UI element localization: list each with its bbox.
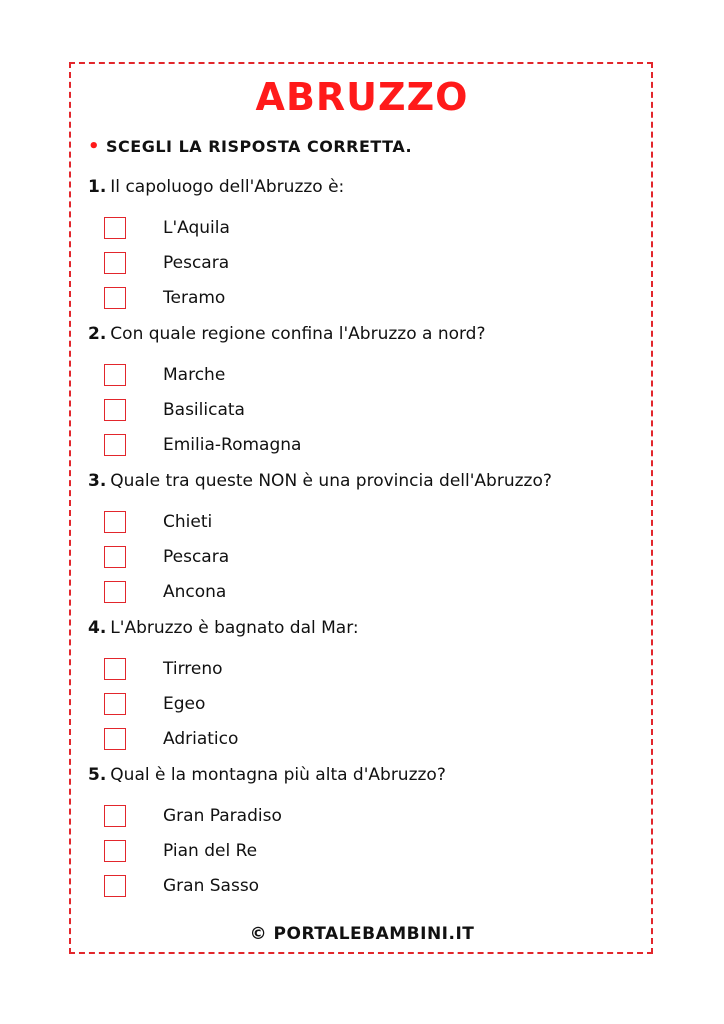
question-number: 3. xyxy=(88,471,107,491)
option-row xyxy=(88,542,648,577)
answer-checkbox[interactable] xyxy=(104,693,126,715)
answer-checkbox[interactable] xyxy=(104,511,126,533)
question-text xyxy=(88,616,648,640)
answer-checkbox[interactable] xyxy=(104,581,126,603)
answer-checkbox[interactable] xyxy=(104,252,126,274)
option-row xyxy=(88,654,648,689)
option-row xyxy=(88,507,648,542)
question-5 xyxy=(88,763,648,906)
question-label: L'Abruzzo è bagnato dal Mar: xyxy=(110,618,359,638)
answer-checkbox[interactable] xyxy=(104,875,126,897)
question-text xyxy=(88,763,648,787)
option-label: Gran Paradiso xyxy=(163,806,282,826)
option-list xyxy=(88,213,648,318)
question-4 xyxy=(88,616,648,759)
option-row xyxy=(88,283,648,318)
question-text xyxy=(88,469,648,493)
answer-checkbox[interactable] xyxy=(104,840,126,862)
question-1 xyxy=(88,175,648,318)
question-label: Quale tra queste NON è una provincia dell'Abruzzo? xyxy=(110,471,552,491)
option-row xyxy=(88,836,648,871)
option-label: Marche xyxy=(163,365,226,385)
option-label: Emilia-Romagna xyxy=(163,435,302,455)
option-label: Pian del Re xyxy=(163,841,258,861)
question-2 xyxy=(88,322,648,465)
option-label: Adriatico xyxy=(163,729,239,749)
answer-checkbox[interactable] xyxy=(104,658,126,680)
option-label: Chieti xyxy=(163,512,213,532)
question-number: 1. xyxy=(88,177,107,197)
option-row xyxy=(88,801,648,836)
question-text xyxy=(88,175,648,199)
option-label: Tirreno xyxy=(163,659,223,679)
option-row xyxy=(88,430,648,465)
option-label: Egeo xyxy=(163,694,206,714)
answer-checkbox[interactable] xyxy=(104,287,126,309)
answer-checkbox[interactable] xyxy=(104,399,126,421)
question-number: 4. xyxy=(88,618,107,638)
instruction-text: SCEGLI LA RISPOSTA CORRETTA. xyxy=(106,137,413,156)
option-row xyxy=(88,689,648,724)
option-list xyxy=(88,654,648,759)
question-text xyxy=(88,322,648,346)
option-list xyxy=(88,507,648,612)
question-label: Qual è la montagna più alta d'Abruzzo? xyxy=(110,765,446,785)
answer-checkbox[interactable] xyxy=(104,546,126,568)
answer-checkbox[interactable] xyxy=(104,434,126,456)
option-row xyxy=(88,577,648,612)
question-number: 5. xyxy=(88,765,107,785)
instruction xyxy=(88,136,412,158)
option-label: Gran Sasso xyxy=(163,876,260,896)
option-label: Ancona xyxy=(163,582,227,602)
option-row xyxy=(88,395,648,430)
answer-checkbox[interactable] xyxy=(104,805,126,827)
option-label: L'Aquila xyxy=(163,218,230,238)
option-row xyxy=(88,248,648,283)
option-list xyxy=(88,360,648,465)
option-label: Pescara xyxy=(163,547,230,567)
answer-checkbox[interactable] xyxy=(104,364,126,386)
question-number: 2. xyxy=(88,324,107,344)
option-label: Pescara xyxy=(163,253,230,273)
option-list xyxy=(88,801,648,906)
option-label: Basilicata xyxy=(163,400,245,420)
question-label: Il capoluogo dell'Abruzzo è: xyxy=(110,177,345,197)
option-row xyxy=(88,724,648,759)
option-row xyxy=(88,213,648,248)
answer-checkbox[interactable] xyxy=(104,217,126,239)
option-row xyxy=(88,871,648,906)
question-label: Con quale regione confina l'Abruzzo a nord? xyxy=(110,324,486,344)
option-row xyxy=(88,360,648,395)
question-3 xyxy=(88,469,648,612)
copyright-footer: © PORTALEBAMBINI.IT xyxy=(249,924,475,944)
page-title: ABRUZZO xyxy=(255,75,469,119)
option-label: Teramo xyxy=(163,288,226,308)
answer-checkbox[interactable] xyxy=(104,728,126,750)
instruction-bullet: • xyxy=(88,136,101,157)
